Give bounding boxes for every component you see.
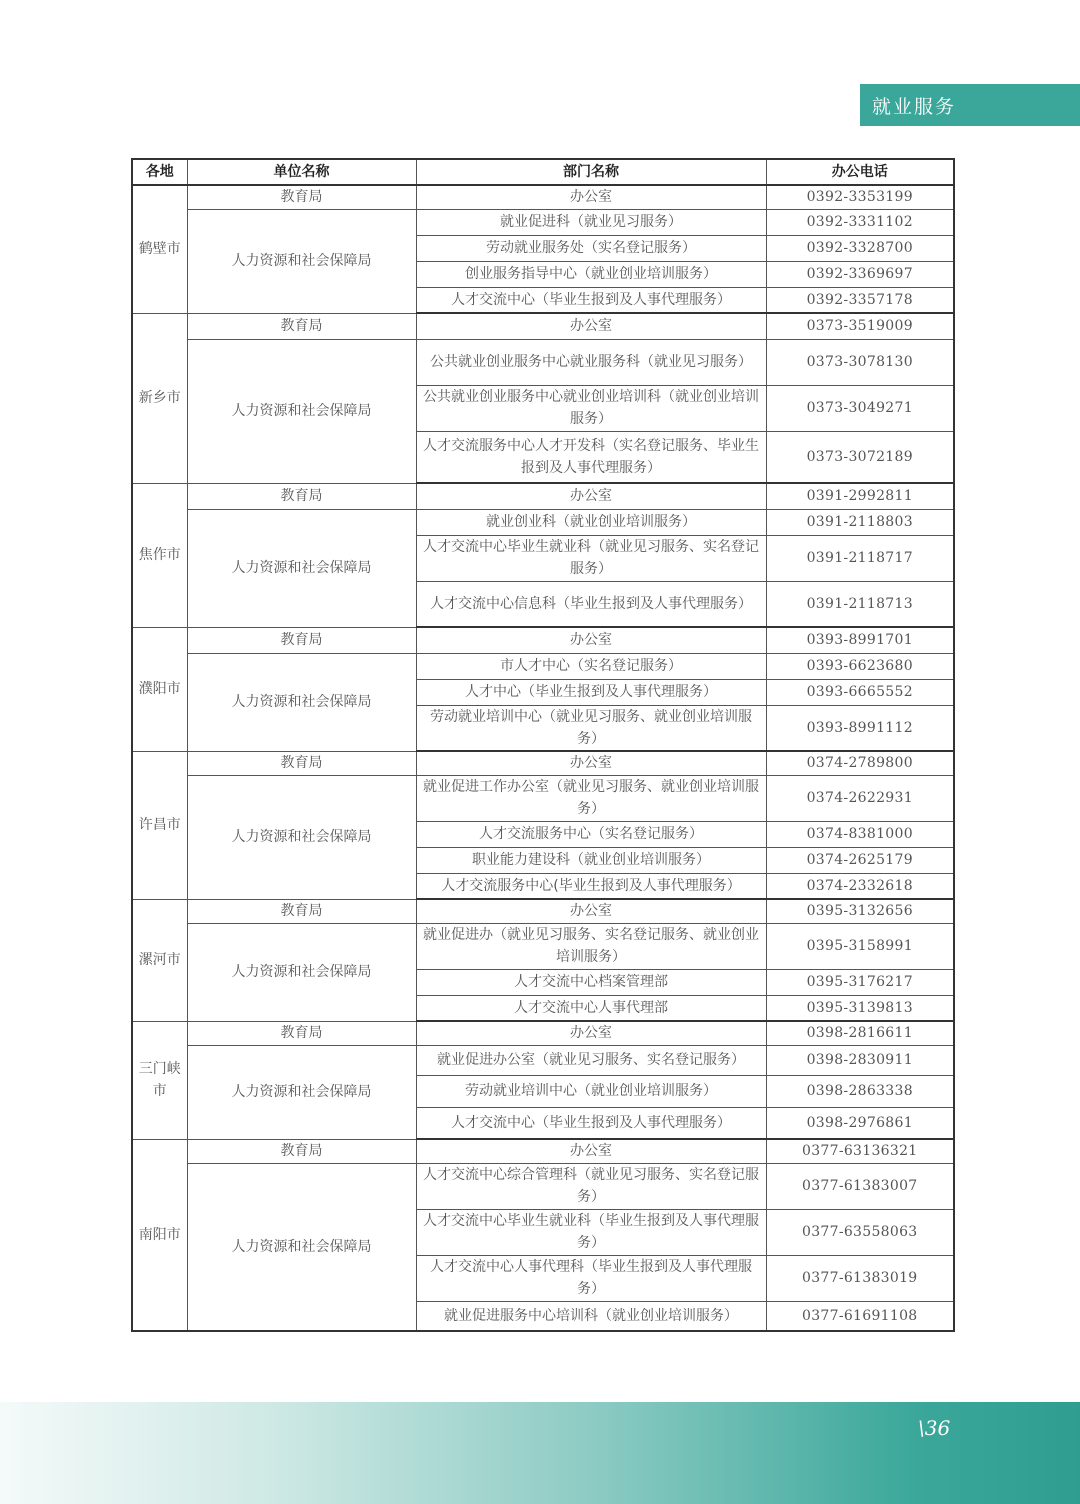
region-cell: 漯河市 [132,899,187,1021]
table-row [132,1163,954,1209]
table-header-row [132,159,954,185]
phone-cell: 0374-2625179 [766,847,954,873]
department-cell: 办公室 [416,899,766,923]
phone-cell: 0393-8991112 [766,705,954,751]
phone-cell: 0393-6665552 [766,679,954,705]
unit-cell: 教育局 [187,1021,416,1045]
column-header-department: 部门名称 [416,159,766,185]
phone-cell: 0374-2332618 [766,873,954,899]
region-cell: 鹤壁市 [132,185,187,313]
department-cell: 人才交流中心信息科（毕业生报到及人事代理服务） [416,581,766,627]
department-cell: 就业促进办公室（就业见习服务、实名登记服务） [416,1045,766,1075]
department-cell: 人才交流中心人事代理科（毕业生报到及人事代理服务） [416,1255,766,1301]
department-cell: 创业服务指导中心（就业创业培训服务） [416,261,766,287]
department-cell: 劳动就业培训中心（就业见习服务、就业创业培训服务） [416,705,766,751]
phone-cell: 0398-2816611 [766,1021,954,1045]
department-cell: 劳动就业培训中心（就业创业培训服务） [416,1075,766,1107]
department-cell: 公共就业创业服务中心就业创业培训科（就业创业培训服务） [416,385,766,431]
department-cell: 公共就业创业服务中心就业服务科（就业见习服务） [416,339,766,385]
department-cell: 办公室 [416,483,766,509]
department-cell: 职业能力建设科（就业创业培训服务） [416,847,766,873]
region-cell: 濮阳市 [132,627,187,751]
phone-cell: 0395-3139813 [766,995,954,1021]
region-cell: 许昌市 [132,751,187,899]
page-number: \36 [918,1416,951,1440]
unit-cell: 教育局 [187,1139,416,1163]
table-row [132,185,954,209]
department-cell: 办公室 [416,313,766,339]
unit-cell: 人力资源和社会保障局 [187,1045,416,1139]
phone-cell: 0392-3328700 [766,235,954,261]
phone-cell: 0374-2622931 [766,775,954,821]
phone-cell: 0377-61383007 [766,1163,954,1209]
department-cell: 就业促进服务中心培训科（就业创业培训服务） [416,1301,766,1331]
unit-cell: 人力资源和社会保障局 [187,923,416,1021]
unit-cell: 教育局 [187,185,416,209]
unit-cell: 人力资源和社会保障局 [187,1163,416,1331]
department-cell: 人才交流服务中心(毕业生报到及人事代理服务） [416,873,766,899]
table-row [132,627,954,653]
phone-cell: 0377-63136321 [766,1139,954,1163]
phone-cell: 0373-3049271 [766,385,954,431]
department-cell: 人才交流服务中心人才开发科（实名登记服务、毕业生报到及人事代理服务） [416,431,766,483]
table-row [132,339,954,385]
department-cell: 办公室 [416,751,766,775]
table-body [132,185,954,1331]
phone-cell: 0393-8991701 [766,627,954,653]
phone-cell: 0391-2992811 [766,483,954,509]
department-cell: 人才交流中心综合管理科（就业见习服务、实名登记服务） [416,1163,766,1209]
unit-cell: 教育局 [187,627,416,653]
unit-cell: 教育局 [187,751,416,775]
department-cell: 劳动就业服务处（实名登记服务） [416,235,766,261]
section-title-tab [860,84,1080,126]
table-row [132,1045,954,1075]
department-cell: 人才交流中心（毕业生报到及人事代理服务） [416,287,766,313]
table-row [132,209,954,235]
phone-cell: 0373-3072189 [766,431,954,483]
column-header-phone: 办公电话 [766,159,954,185]
phone-cell: 0398-2830911 [766,1045,954,1075]
department-cell: 人才交流中心毕业生就业科（毕业生报到及人事代理服务） [416,1209,766,1255]
contact-table [131,158,955,1332]
department-cell: 就业促进工作办公室（就业见习服务、就业创业培训服务） [416,775,766,821]
phone-cell: 0392-3369697 [766,261,954,287]
phone-cell: 0392-3357178 [766,287,954,313]
phone-cell: 0395-3158991 [766,923,954,969]
phone-cell: 0373-3519009 [766,313,954,339]
department-cell: 办公室 [416,1021,766,1045]
table-row [132,775,954,821]
table-row [132,1021,954,1045]
unit-cell: 人力资源和社会保障局 [187,339,416,483]
phone-cell: 0373-3078130 [766,339,954,385]
phone-cell: 0395-3176217 [766,969,954,995]
unit-cell: 人力资源和社会保障局 [187,775,416,899]
department-cell: 人才交流中心（毕业生报到及人事代理服务） [416,1107,766,1139]
department-cell: 就业创业科（就业创业培训服务） [416,509,766,535]
unit-cell: 教育局 [187,313,416,339]
region-cell: 新乡市 [132,313,187,483]
table-row [132,653,954,679]
region-cell: 南阳市 [132,1139,187,1331]
table-row [132,483,954,509]
section-title: 就业服务 [872,95,957,118]
phone-cell: 0377-63558063 [766,1209,954,1255]
department-cell: 市人才中心（实名登记服务） [416,653,766,679]
phone-cell: 0392-3331102 [766,209,954,235]
phone-cell: 0392-3353199 [766,185,954,209]
phone-cell: 0393-6623680 [766,653,954,679]
phone-cell: 0398-2863338 [766,1075,954,1107]
column-header-region: 各地 [132,159,187,185]
region-cell: 焦作市 [132,483,187,627]
department-cell: 办公室 [416,1139,766,1163]
unit-cell: 人力资源和社会保障局 [187,209,416,313]
phone-cell: 0377-61383019 [766,1255,954,1301]
phone-cell: 0377-61691108 [766,1301,954,1331]
phone-cell: 0374-8381000 [766,821,954,847]
department-cell: 人才中心（毕业生报到及人事代理服务） [416,679,766,705]
department-cell: 人才交流服务中心（实名登记服务） [416,821,766,847]
phone-cell: 0374-2789800 [766,751,954,775]
department-cell: 人才交流中心人事代理部 [416,995,766,1021]
table-row [132,923,954,969]
department-cell: 人才交流中心毕业生就业科（就业见习服务、实名登记服务） [416,535,766,581]
phone-cell: 0391-2118803 [766,509,954,535]
unit-cell: 人力资源和社会保障局 [187,509,416,627]
unit-cell: 教育局 [187,899,416,923]
table-row [132,1139,954,1163]
table-row [132,899,954,923]
department-cell: 办公室 [416,627,766,653]
department-cell: 就业促进办（就业见习服务、实名登记服务、就业创业培训服务） [416,923,766,969]
unit-cell: 教育局 [187,483,416,509]
department-cell: 办公室 [416,185,766,209]
unit-cell: 人力资源和社会保障局 [187,653,416,751]
column-header-unit: 单位名称 [187,159,416,185]
region-cell: 三门峡市 [132,1021,187,1139]
phone-cell: 0391-2118713 [766,581,954,627]
table-row [132,509,954,535]
table-row [132,751,954,775]
phone-cell: 0391-2118717 [766,535,954,581]
phone-cell: 0395-3132656 [766,899,954,923]
table-row [132,313,954,339]
phone-cell: 0398-2976861 [766,1107,954,1139]
department-cell: 就业促进科（就业见习服务） [416,209,766,235]
department-cell: 人才交流中心档案管理部 [416,969,766,995]
